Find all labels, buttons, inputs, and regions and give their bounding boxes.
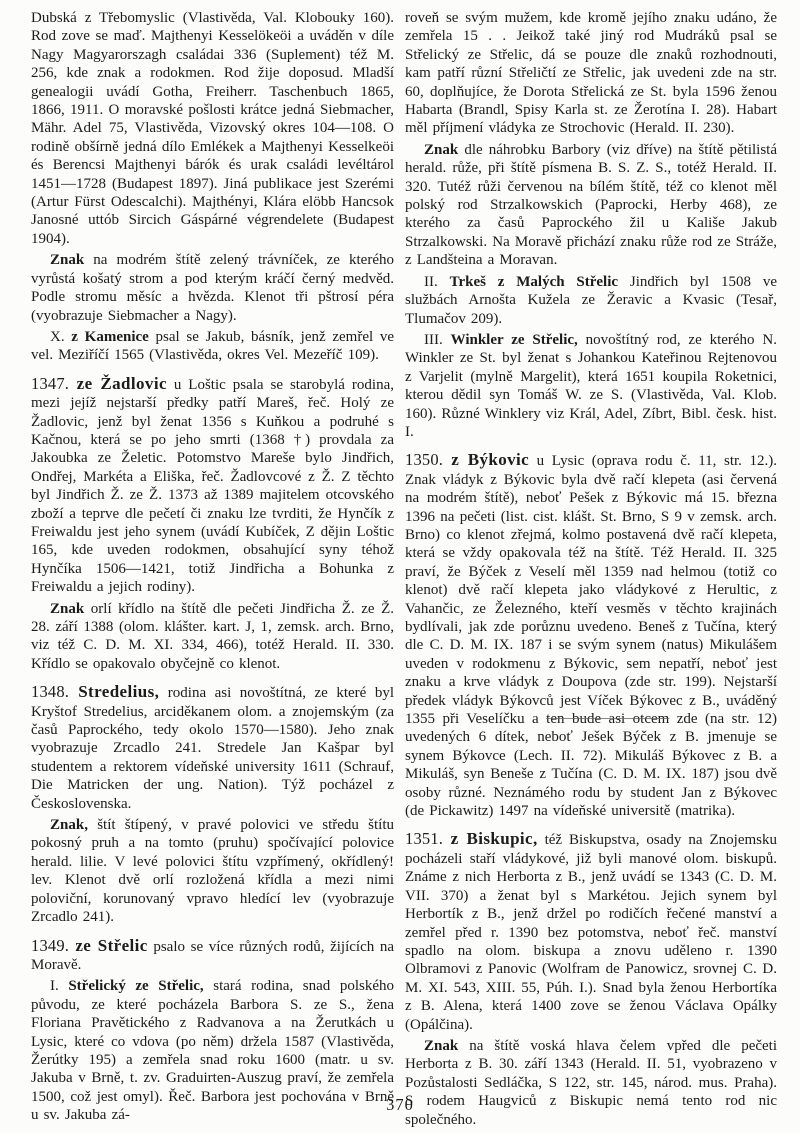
text-segment: II. (424, 273, 450, 290)
text-segment: Jindřich byl 1508 ve službách Arnošta Kužela ze Žeravic a Kvasic (Tesař, Tlumačov 209). (405, 273, 777, 327)
entry-1351-z-biskupic (405, 830, 777, 1033)
entry-x-z-kamenice (31, 328, 394, 365)
entry-1347-ze-zadlovic (31, 375, 394, 597)
text-segment: Znak, (50, 817, 88, 834)
text-segment: Winkler ze Střelic, (450, 331, 578, 348)
text-segment: na modrém štítě zelený trávníček, ze kterého vyrůstá košatý strom a pod kterým kráčí černý medvěd. Podle stromu měsíc a hvězda. Klenot tři pštrosí péra (vyobrazuje Siebmacher a Nagy). (31, 252, 394, 324)
text-segment: novoštítný rod, ze kterého N. Winkler ze St. byl ženat s Johankou Kateřinou Rejtenovou z Varjelit (mylně Margelit), která 1651 koupila Roketnici, kterou dědil syn Tomáš W. ze S. (Vlastivěda, Val. Klob. 160). Různé Winklery viz Král, Adel, Zíbrt, Bibl. česk. hist. I. (405, 331, 777, 440)
text-segment: Znak (424, 1037, 459, 1054)
znak-paragraph-zadlovic (31, 600, 394, 674)
text-segment: Znak (50, 600, 85, 617)
znak-paragraph-biskupic (405, 1037, 777, 1129)
entry-headword: Stredelius, (78, 682, 160, 702)
znak-paragraph-stredelius (31, 816, 394, 926)
text-segment: zde (na str. 12) uvedených 6 dítek, neboť Ješek Býček z B. jmenuje se synem Býkovce (Lech. II. 72). Mikuláš Býkovec z B. a Mikuláš, syn Beneše z Tučína (C. D. M. IX. 187) jsou dvě osoby různé. Neznámého rodu by student Jan z Býkovec (de Pickawitz) 1497 na vídeňské universitě (matrika). (405, 711, 777, 820)
text-segment: Dubská z Třebomyslic (Vlastivěda, Val. Klobouky 160). Rod zove se maď. Majthenyi Kesselökeöi a uváděn v díle Nagy Magyarorszagh családai 336 (Suplement) též M. 256, kde znak a rodokmen. Rod žije doposud. Mladší genealogii uvádí Gotha, Freiherr. Taschenbuch 1865, 1866, 1911. O moravské pošlosti krátce jedná Siebmacher, Mähr. Adel 75, Vlastivěda, Vizovský okres 104—108. O rodině obšírně jedná dílo Emlékek a Majthenyi Kesselkeöi és Berencsi Majthenyi bárók és urak családi levéltárol 1451—1728 (Budapest 1897). Jiná publikace jest Szerémi (Artur Fürst Odescalchi). Majthényi, Klára elöbb Hancsok Janosné uttób Sircich Gáspárné végrendelete (Budapest 1904). (31, 10, 394, 247)
entry-1348-stredelius (31, 683, 394, 813)
text-segment: Znak (50, 252, 85, 269)
paragraph-dubska-continuation (31, 9, 394, 248)
text-segment: X. (50, 328, 72, 345)
text-segment: Střelický ze Střelic, (68, 978, 204, 995)
entry-number: 1347. (31, 373, 77, 393)
text-segment: orlí křídlo na štítě dle pečeti Jindřicha Ž. ze Ž. 28. září 1388 (olom. klášter. kart. J, 1, zemsk. arch. Brno, viz též C. D. M. XI. 334, 466), totéž Herald. II. 330. Křídlo se opakovalo obyčejně co klenot. (31, 600, 394, 672)
entry-headword: z Biskupic, (450, 829, 538, 849)
text-segment: rodina asi novoštítná, ze které byl Kryštof Stredelius, arciděkanem olom. a znojemským (za časů Paprockého, tedy okolo 1570—1580). Jeho znak vyobrazuje Zrcadlo 241. Stredele Jan Kašpar byl studentem a rektorem vídeňské university 1611 (Schrauf, Die Matricken der ung. Nation). Týž pocházel z Československa. (31, 685, 394, 812)
text-segment: Znak (424, 141, 459, 158)
text-segment: z Kamenice (71, 328, 149, 345)
entry-1350-z-bykovic (405, 451, 777, 820)
entry-headword: ze Střelic (75, 935, 148, 955)
entry-number: 1350. (405, 450, 452, 470)
entry-iii-winkler-ze-strelic (405, 331, 777, 441)
left-column (31, 9, 394, 1125)
text-segment: I. (50, 978, 69, 995)
text-segment: štít štípený, v pravé polovici ve středu štítu pokosný pruh a na tomto (pruhu) spočívající polovice herald. lilie. V levé polovici štítu vzpřímený, okřídlený! lev. Klenot dvě orlí rozložená křídla a mezi nimi poloviční, korunovaný vpravo hledící lev (vyobrazuje Zrcadlo 241). (31, 817, 394, 926)
page-number: 370 (386, 1095, 414, 1114)
entry-ii-trkes-z-malych-strelic (405, 273, 777, 328)
text-segment: na štítě voská hlava čelem vpřed dle pečeti Herborta z B. 30. září 1343 (Herald. II. 51, vyobrazeno v Pozůstalosti Sedláčka, S 122, str. 145, národ. mus. Praha). S rodem Haugviců z Biskupic nemá tento rod nic společného. (405, 1037, 777, 1128)
znak-paragraph-majthenyi (31, 251, 394, 325)
znak-paragraph-barbora (405, 141, 777, 270)
text-segment: dle náhrobku Barbory (viz dříve) na štítě pětilistá herald. růže, při štítě písmena B. S. Z. S., totéž Herald. II. 320. Tutéž růži červenou na bílém štítě, též co klenot měl polský rod Strzalkowskich (Paprocki, Herby 468), ze kterého za časů Paprockého žil u Kališe Jakub Strzalkowski. Na Moravě přichází znaku růže rod ze Stráže, z Landšteina a Moravan. (405, 141, 777, 269)
entry-headword: z Býkovic (451, 450, 530, 470)
entry-headword: ze Žadlovic (76, 373, 167, 393)
right-column (405, 9, 777, 1129)
text-segment: roveň se svým mužem, kde kromě jejího znaku udáno, že zemřela 15 . . Jeikož také jiný rod Mudráků psal se Střelický ze Střelic, dá se pouze dle znaků rozhodnouti, kam patří různí Střeličtí ze Střelic, jak uvedeni zde na str. 60, doplňujíce, že Dorota Střelická ze St. byla 1596 ženou Habarta (Brandl, Spisy Karla st. ze Žerotína I. 28). Habart měl příjmení vládyka ze Strochovic (Herald. II. 230). (405, 10, 777, 137)
text-segment: Trkeš z Malých Střelic (449, 273, 619, 290)
text-columns (31, 9, 777, 1129)
text-segment: u Lysic (oprava rodu č. 11, str. 12.). Znak vládyk z Býkovic byla dvě račí klepeta (asi červená na modrém štítě), neboť Pešek z Býkovic má 15. března 1396 na pečeti (list. cist. klášt. St. Brno, S 9 v zemsk. arch. Brno) co klenot zřejmá, kolmo postavená dvě račí klepeta, která se vždy opakovala též na štítě. Též Herald. II. 325 praví, že Býček z Veselí měl 1359 nad helmou (totiž co klenot) dvě račí klepeta jako vládykové z Herultic, z Vahančic, ze Železného, kteří vesměs v těchto krajinách bydlívali, jak zde porůznu uvedeno. Beneš z Tučína, který dle C. D. M. IX. 187 i se svým synem (natus) Mikulášem uveden v rodokmenu z Býkovic, sem nepatří, neboť jest znaku a krve vládyk z Doupova (zde str. 199). Nejstarší předek vládyk Býkovců jest Víček Býkovec z B., uváděný 1355 při Veselíčku a (405, 453, 777, 728)
text-segment: psalo se více různých rodů, žijících na Moravě. (31, 938, 394, 973)
entry-1349-ze-strelic (31, 937, 394, 975)
text-segment: též Biskupstva, osady na Znojemsku pocházeli staří vládykové, již byli manové olom. biskupů. Známe z nich Herborta z B., jenž uvádí se 1343 (C. D. M. VII. 370) a ženat byl s Markétou. Jejich synem byl Herbortík z B., jenž držel po rodičích řečené manství a zemřel před r. 1390 bez potomstva, neboť řeč. manství spadlo na olom. biskupa a znovu uděleno r. 1390 Olbramovi z Panovic (Wolfram de Panowicz, srovnej C. D. M. XI. 543, XIII. 55, Púh. I.). Snad byla ženou Herbortíka z B. Alena, která 1400 zove se ženou Václava Opálky (Opálčina). (405, 832, 777, 1033)
entry-number: 1351. (405, 829, 451, 849)
text-segment: III. (424, 331, 451, 348)
paragraph-barbora-continuation (405, 9, 777, 138)
text-segment: psal se Jakub, básník, jenž zemřel ve vel. Meziříčí 1565 (Vlastivěda, okres Vel. Mezeříč 109). (31, 328, 395, 364)
entry-number: 1348. (31, 682, 79, 702)
text-segment: u Loštic psala se starobylá rodina, mezi jejíž nejstarší předky patří Mareš, řeč. Holý ze Žadlovic, jenž byl ženat 1356 s Kuňkou a podruhé s Kačnou, která se po jeho smrti (1368 †) provdala za Jakoubka ze Želetic. Potomstvo Mareše bylo Jindřich, Ondřej, Markéta a Eliška, řeč. Žadlovcové z Ž. Z těchto byl Jindřich Ž. ze Ž. 1373 až 1389 majitelem otcovského zboží a teprve dle pečetí či znaku lze tvrditi, že Hynčík z Freiwaldu jest jeho synem (uvádí Kubíček, Z dějin Loštic 165, kde uveden rodokmen, obsahující syny téhož Hynčíka 1506—1421, totiž Jindřicha a Bohunka z Freiwaldu a jejich rodiny). (31, 376, 394, 596)
pencil-struck-text: ten bude asi otcem (546, 711, 670, 728)
text-segment: stará rodina, snad polského původu, ze které pocházela Barbora S. ze S., žena Floriana Pravětického z Radvanova a na Žerutkách u Lysic, které co vdova (po něm) držela 1587 (Vlastivěda, Žerútky 195) a zemřela snad roku 1600 (matr. u sv. Jakuba v Brně, t. zv. Graduirten-Auszug praví, že zemřela 1500, což jest omyl). Řeč. Barbora jest pochována v Brně u sv. Jakuba zá- (31, 978, 394, 1124)
entry-number: 1349. (31, 935, 76, 955)
